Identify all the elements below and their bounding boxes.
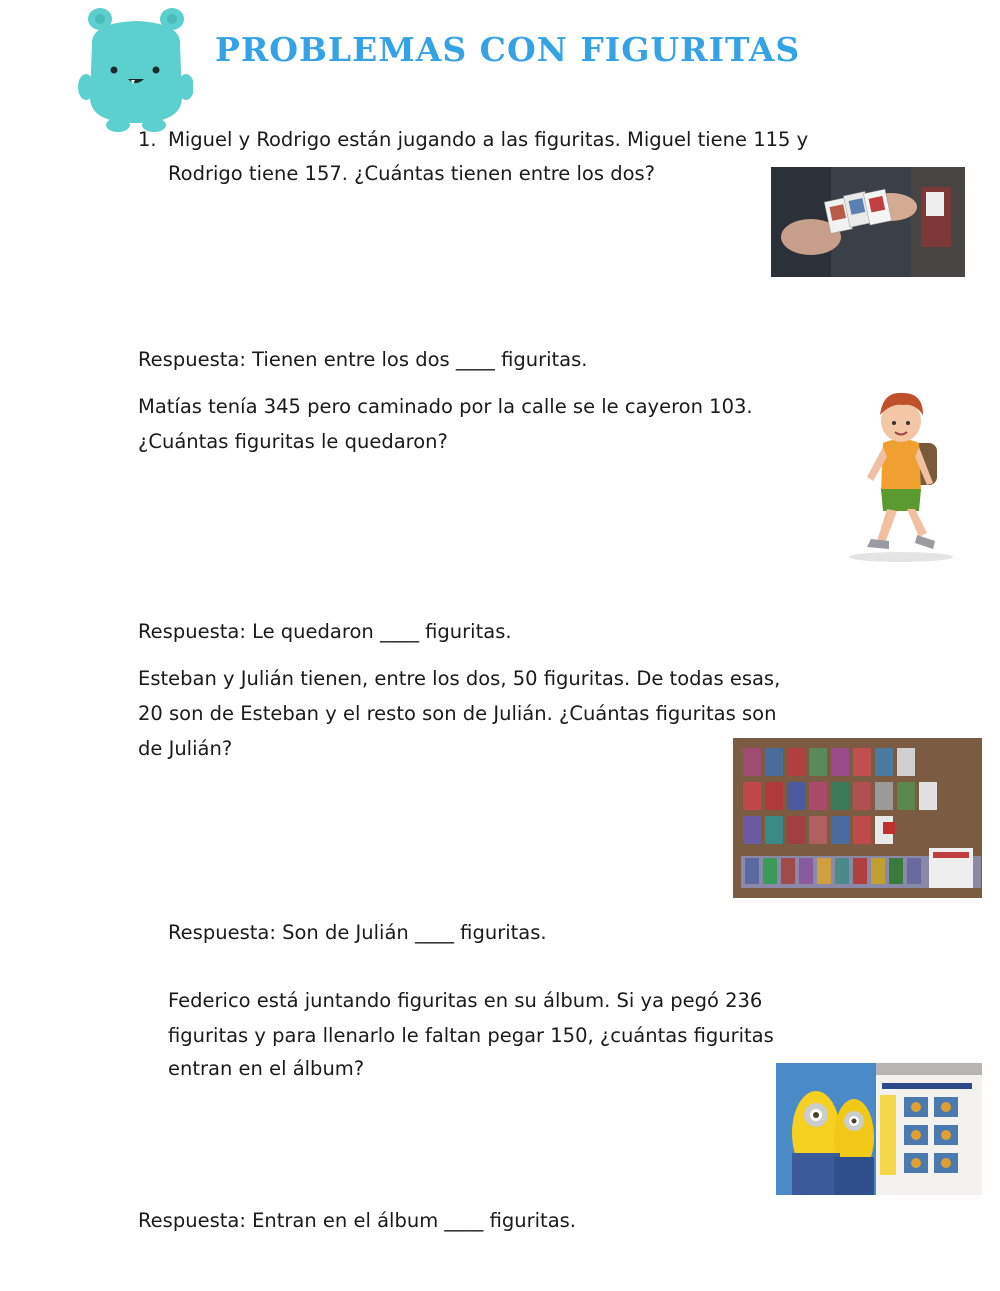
problem-4-line-2: figuritas y para llenarlo le faltan pegar 150, ¿cuántas figuritas — [168, 1024, 774, 1047]
problem-2-line-1: Matías tenía 345 pero caminado por la calle se le cayeron 103. — [138, 395, 753, 418]
problem-1-answer: Respuesta: Tienen entre los dos ____ figuritas. — [138, 348, 588, 371]
minions-album-photo — [776, 1063, 982, 1195]
problem-2-line-2: ¿Cuántas figuritas le quedaron? — [138, 430, 448, 453]
problem-3-answer: Respuesta: Son de Julián ____ figuritas. — [168, 921, 547, 944]
walking-boy-illustration — [843, 385, 958, 565]
problem-2-answer: Respuesta: Le quedaron ____ figuritas. — [138, 620, 512, 643]
problem-1-text-1: Miguel y Rodrigo están jugando a las figuritas. Miguel tiene 115 y — [168, 128, 809, 151]
problem-3-line-3: de Julián? — [138, 737, 233, 760]
problem-4-answer: Respuesta: Entran en el álbum ____ figuritas. — [138, 1209, 577, 1232]
teal-monster-icon — [78, 5, 193, 133]
problem-1-number: 1. — [138, 128, 157, 151]
problem-3-line-2: 20 son de Esteban y el resto son de Julián. ¿Cuántas figuritas son — [138, 702, 777, 725]
problem-1-line-2: Rodrigo tiene 157. ¿Cuántas tienen entre los dos? — [168, 162, 656, 185]
problem-4-line-3: entran en el álbum? — [168, 1057, 365, 1080]
sticker-collection-photo — [733, 738, 982, 898]
hands-with-cards-photo — [771, 167, 965, 277]
page-title: PROBLEMAS CON FIGURITAS — [215, 30, 801, 69]
problem-4-line-1: Federico está juntando figuritas en su álbum. Si ya pegó 236 — [168, 989, 763, 1012]
problem-1-line-1 — [138, 123, 808, 157]
problem-3-line-1: Esteban y Julián tienen, entre los dos, 50 figuritas. De todas esas, — [138, 667, 781, 690]
